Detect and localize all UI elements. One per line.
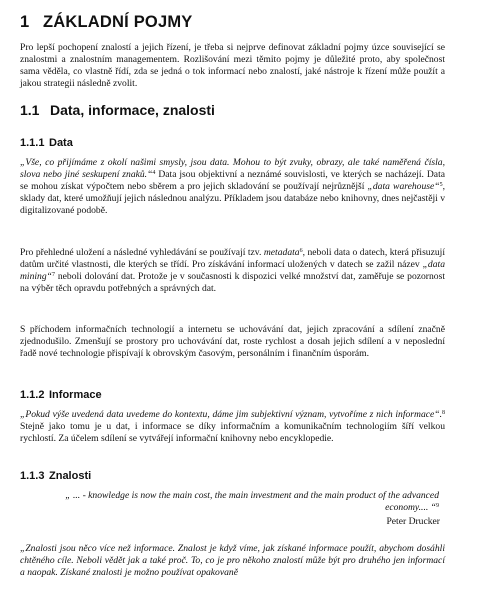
paragraph-text: Pro přehledné uložení a následné vyhledávání se používají tzv.: [20, 247, 264, 258]
information-quote: „Pokud výše uvedená data uvedeme do kontextu, dáme jim subjektivní význam, vytvoříme z nich informace“.: [20, 409, 442, 420]
quote-text: „ ... - knowledge is now the main cost, the main investment and the main product of the advanced economy.... “: [65, 490, 439, 514]
data-paragraph-1: [20, 157, 445, 217]
data-paragraph-3: S příchodem informačních technologií a internetu se uchovávání dat, jejich zpracování a sdílení značně zjednodušilo. Zmenšují se prostory pro uchovávání dat, roste rychlost a dosah jejich sdílení a v neposlední řadě nové technologie přispívají k obrovským časovým, personálním i finančním úsporám.: [20, 324, 445, 360]
footnote-ref: 6: [299, 248, 303, 254]
chapter-title: ZÁKLADNÍ POJMY: [43, 13, 193, 31]
paragraph-text: Stejně jako tomu je u dat, i informace se díky informačním a komunikačním technologiím šíří velkou rychlostí. Za účelem sdílení se vytvářejí informační knihovny nebo encyklopedie.: [20, 421, 445, 445]
knowledge-paragraph: „Znalosti jsou něco více než informace. Znalost je když víme, jak získané informace použít, abychom dosáhli chtěného cíle. Neboli vědět jak a také proč. To, co je pro někoho znalostí může být pro druhého jen informací a naopak. Získané znalosti je možno používat opakovaně: [20, 543, 445, 579]
data-quote: „Vše, co přijímáme z okolí našimi smysly, jsou data. Mohou to být zvuky, obrazy, ale také naměřená čísla, slova nebo jiné seskupení znaků.“: [20, 157, 445, 181]
subsection-title: Informace: [49, 389, 102, 401]
subsection-title: Znalosti: [49, 470, 92, 482]
subsection-title: Data: [49, 137, 73, 149]
footnote-ref: 8: [442, 410, 445, 416]
quote-author: Peter Drucker: [386, 516, 440, 527]
information-paragraph: [20, 409, 445, 445]
subsection-number: 1.1.2: [20, 389, 45, 401]
paragraph-text: , sklady dat, které umožňují jejich následnou analýzu. Příkladem jsou databáze nebo knihovny, dnes nejčastěji v digitalizované podobě.: [20, 181, 446, 217]
subsection-number: 1.1.1: [20, 137, 45, 149]
section-title: Data, informace, znalosti: [50, 102, 215, 118]
chapter-number: 1: [20, 13, 30, 31]
subsection-heading-knowledge: [20, 470, 91, 482]
footnote-ref: 9: [436, 503, 439, 510]
footnote-ref: 5: [439, 182, 443, 189]
intro-paragraph: Pro lepší pochopení znalostí a jejich řízení, je třeba si nejprve definovat základní pojmy úzce související se znalostmi a znalostním managementem. Rozlišování mezi těmito pojmy je důležité proto, aby společnost sama věděla, co vlastně řídí, zda se jedná o tok informací nebo znalostí, jaké nástroje k řízení může použít a jakou strategii následně zvolit.: [20, 42, 445, 90]
term: „data warehouse“: [367, 181, 440, 193]
drucker-quote: [20, 490, 439, 514]
term: „data mining“: [20, 259, 445, 283]
section-number: 1.1: [20, 102, 40, 118]
chapter-heading: [20, 13, 192, 32]
section-heading: [20, 102, 215, 118]
footnote-ref: 4: [152, 170, 156, 177]
paragraph-text: neboli dolování dat. Protože je v současnosti k dispozici velké množství dat, zaměřuje se pozornost na výběr těch opravdu potřebných a správných dat.: [20, 271, 445, 295]
footnote-ref: 7: [52, 272, 55, 279]
subsection-heading-data: [20, 137, 73, 149]
subsection-number: 1.1.3: [20, 470, 45, 482]
subsection-heading-information: [20, 389, 102, 401]
paragraph-text: Data jsou objektivní a neznámé souvislosti, ve kterých se nacházejí. Data se mohou získat výpočtem nebo sběrem a pro jejich skladování se používají nejrůznější: [20, 169, 445, 193]
paragraph-text: , neboli data o datech, která přisuzují datům určité vlastnosti, dle kterých se třídí. Pro získávání informací uložených v datech se zažil název: [20, 247, 445, 271]
data-paragraph-2: [20, 247, 445, 295]
term: metadata: [263, 247, 300, 258]
